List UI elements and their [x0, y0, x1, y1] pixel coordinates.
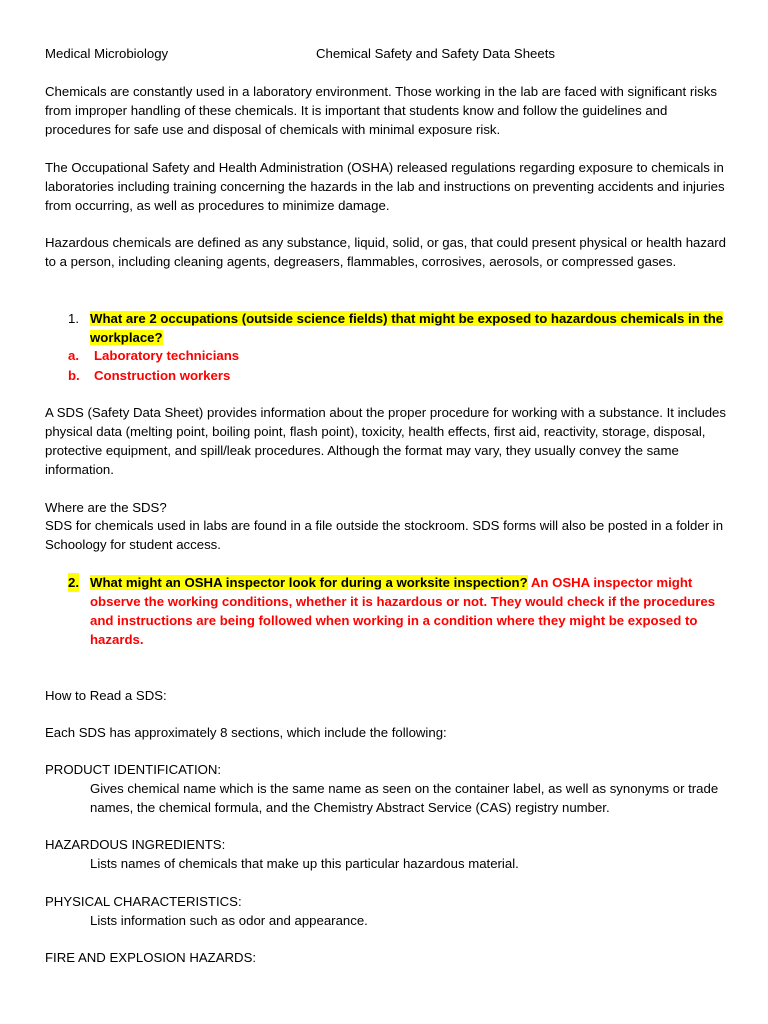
sds-paragraph: A SDS (Safety Data Sheet) provides information about the proper procedure for working with a substance. It includes physical data (melting point, boiling point, flash point), toxicity, health effects, first aid, reactivity, storage, disposal, protective equipment, and spill/leak procedures. Although the format may vary, they usually convey the same information.	[45, 405, 726, 477]
osha-paragraph: The Occupational Safety and Health Administration (OSHA) released regulations regarding exposure to chemicals in laboratories including training concerning the hazards in the lab and instructions on preventing accidents and injuries from occurring, as well as procedures to minimize damage.	[45, 160, 725, 213]
answer-1a-text: Laboratory technicians	[94, 348, 240, 363]
question-1	[68, 309, 735, 347]
sections-intro: Each SDS has approximately 8 sections, which include the following:	[45, 725, 447, 740]
section-heading: PHYSICAL CHARACTERISTICS:	[45, 894, 242, 909]
where-sds-paragraph: SDS for chemicals used in labs are found in a file outside the stockroom. SDS forms will also be posted in a folder in Schoology for student access.	[45, 518, 724, 552]
question-1-number: 1.	[68, 311, 79, 326]
how-to-read-heading: How to Read a SDS:	[45, 688, 167, 703]
section-heading: HAZARDOUS INGREDIENTS:	[45, 837, 226, 852]
where-sds-heading: Where are the SDS?	[45, 500, 167, 515]
question-1-text: What are 2 occupations (outside science fields) that might be exposed to hazardous chemicals in the workplace?	[90, 311, 724, 345]
intro-paragraph: Chemicals are constantly used in a laboratory environment. Those working in the lab are faced with significant risks from improper handling of these chemicals. It is important that students know and follow the guidelines and procedures for safe use and disposal of chemicals with minimal exposure risk.	[45, 84, 717, 137]
question-2-text: What might an OSHA inspector look for during a worksite inspection?	[90, 575, 528, 590]
answer-1a	[68, 346, 239, 365]
answer-2-text: An OSHA inspector might observe the working conditions, whether it is hazardous or not. They would check if the procedures and instructions are being followed when working in a condition where they might be exposed to hazards.	[90, 575, 716, 647]
answer-1a-letter: a.	[68, 348, 79, 363]
header-title: Chemical Safety and Safety Data Sheets	[316, 46, 555, 61]
hazardous-chemicals-paragraph: Hazardous chemicals are defined as any substance, liquid, solid, or gas, that could present physical or health hazard to a person, including cleaning agents, degreasers, flammables, corrosives, aerosols, or compressed gases.	[45, 235, 727, 269]
question-2-number: 2.	[68, 575, 79, 590]
section-heading: FIRE AND EXPLOSION HAZARDS:	[45, 950, 257, 965]
answer-1b	[68, 366, 230, 385]
page-header	[45, 44, 735, 63]
question-2	[68, 573, 735, 649]
header-course: Medical Microbiology	[45, 46, 169, 61]
section-body: Lists information such as odor and appearance.	[90, 913, 368, 928]
answer-1b-letter: b.	[68, 368, 80, 383]
section-body: Lists names of chemicals that make up this particular hazardous material.	[90, 856, 519, 871]
section-heading: PRODUCT IDENTIFICATION:	[45, 762, 222, 777]
section-body: Gives chemical name which is the same name as seen on the container label, as well as synonyms or trade names, the chemical formula, and the Chemistry Abstract Service (CAS) registry number.	[90, 781, 719, 815]
answer-1b-text: Construction workers	[94, 368, 231, 383]
